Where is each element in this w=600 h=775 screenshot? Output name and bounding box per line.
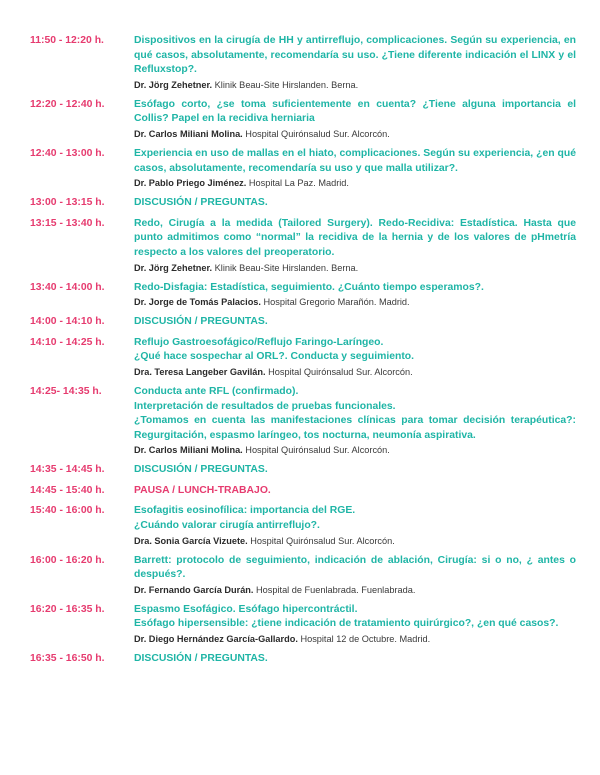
speaker-name: Dr. Fernando García Durán. <box>134 584 254 595</box>
session-time: 16:35 - 16:50 h. <box>30 653 105 665</box>
session-topic: ¿Qué hace sospechar al ORL?. Conducta y seguimiento. <box>134 351 415 363</box>
session-speaker <box>134 295 576 309</box>
session-topic: Experiencia en uso de mallas en el hiato, complicaciones. Según su experiencia, ¿en qué casos, absolutamente, recomendaría su uso y que malla utilizar?. <box>134 147 576 174</box>
session-time: 16:00 - 16:20 h. <box>30 554 105 566</box>
session-content <box>134 315 576 330</box>
speaker-name: Dra. Sonia García Vizuete. <box>134 535 248 546</box>
session-content <box>134 554 576 597</box>
session-speaker <box>134 261 576 275</box>
session-content <box>134 484 576 499</box>
session-time: 13:00 - 13:15 h. <box>30 197 105 209</box>
session-row <box>0 554 600 597</box>
session-time: 13:40 - 14:00 h. <box>30 281 105 293</box>
session-row <box>0 484 600 499</box>
session-content <box>134 652 576 667</box>
session-row <box>0 281 600 310</box>
speaker-affiliation: Klinik Beau-Site Hirslanden. Berna. <box>212 79 359 90</box>
session-time: 14:35 - 14:45 h. <box>30 464 105 476</box>
session-row <box>0 217 600 275</box>
session-topic: DISCUSIÓN / PREGUNTAS. <box>134 316 268 328</box>
session-content <box>134 504 576 547</box>
session-topic: Esófago corto, ¿se toma suficientemente en cuenta? ¿Tiene alguna importancia el Collis? Papel en la recidiva herniaria <box>134 98 576 125</box>
speaker-affiliation: Hospital de Fuenlabrada. Fuenlabrada. <box>253 584 416 595</box>
speaker-name: Dr. Jörg Zehetner. <box>134 262 213 273</box>
session-content <box>134 385 576 457</box>
speaker-affiliation: Hospital Quirónsalud Sur. Alcorcón. <box>247 535 395 546</box>
session-topic: Dispositivos en la cirugía de HH y antirreflujo, complicaciones. Según su experiencia, en qué casos, absolutamente, recomendaría su uso. ¿Tiene diferente indicación el LINX y el Refluxstop?. <box>134 35 576 76</box>
session-time: 13:15 - 13:40 h. <box>30 217 105 229</box>
session-time: 12:40 - 13:00 h. <box>30 147 105 159</box>
session-content <box>134 196 576 211</box>
session-row <box>0 336 600 379</box>
session-topic: Conducta ante RFL (confirmado). <box>134 385 299 397</box>
speaker-name: Dr. Jorge de Tomás Palacios. <box>134 297 261 308</box>
session-topic: ¿Tomamos en cuenta las manifestaciones clínicas para tomar decisión terapéutica?: Regurgitación, espasmo laríngeo, tos nocturna, neumonía aspirativa. <box>134 415 576 441</box>
session-topic: Espasmo Esofágico. Esófago hipercontráctil. <box>134 603 358 615</box>
session-time: 14:00 - 14:10 h. <box>30 316 105 328</box>
session-topic: Interpretación de resultados de pruebas funcionales. <box>134 400 396 412</box>
session-topic: PAUSA / LUNCH-TRABAJO. <box>134 484 271 496</box>
session-time: 15:40 - 16:00 h. <box>30 505 105 517</box>
session-content <box>134 147 576 190</box>
session-topic: Barrett: protocolo de seguimiento, indicación de ablación, Cirugía: si o no, ¿ antes o después?. <box>134 554 576 581</box>
session-speaker <box>134 632 576 646</box>
session-content <box>134 98 576 141</box>
session-row <box>0 504 600 547</box>
speaker-name: Dr. Jörg Zehetner. <box>134 79 213 90</box>
speaker-affiliation: Hospital 12 de Octubre. Madrid. <box>297 634 431 645</box>
session-row <box>0 34 600 92</box>
session-row <box>0 147 600 190</box>
session-speaker <box>134 365 576 379</box>
session-content <box>134 336 576 379</box>
session-speaker <box>134 534 576 548</box>
speaker-affiliation: Klinik Beau-Site Hirslanden. Berna. <box>212 262 359 273</box>
speaker-affiliation: Hospital La Paz. Madrid. <box>246 178 349 189</box>
session-speaker <box>134 127 576 141</box>
session-row <box>0 652 600 667</box>
session-topic: DISCUSIÓN / PREGUNTAS. <box>134 653 268 665</box>
session-time: 16:20 - 16:35 h. <box>30 603 105 615</box>
speaker-affiliation: Hospital Quirónsalud Sur. Alcorcón. <box>242 128 390 139</box>
speaker-affiliation: Hospital Quirónsalud Sur. Alcorcón. <box>242 445 390 456</box>
session-topic: Esofagitis eosinofílica: importancia del RGE. <box>134 505 356 517</box>
session-topic: Redo, Cirugía a la medida (Tailored Surgery). Redo-Recidiva: Estadística. Hasta que punto admitimos como “normal” la recidiva de la hernia y de los valores de pHmetría respecto a los valores del preoperatorio. <box>134 217 576 258</box>
session-row <box>0 385 600 457</box>
session-row <box>0 603 600 646</box>
speaker-name: Dr. Diego Hernández García-Gallardo. <box>134 634 298 645</box>
session-time: 11:50 - 12:20 h. <box>30 35 104 46</box>
session-row <box>0 315 600 330</box>
session-time: 14:25- 14:35 h. <box>30 385 102 397</box>
session-content <box>134 463 576 478</box>
session-content <box>134 281 576 310</box>
session-topic: Redo-Disfagia: Estadística, seguimiento. ¿Cuánto tiempo esperamos?. <box>134 281 484 293</box>
session-speaker <box>134 176 576 190</box>
session-content <box>134 217 576 275</box>
session-row <box>0 196 600 211</box>
session-row <box>0 463 600 478</box>
speaker-name: Dr. Carlos Miliani Molina. <box>134 445 243 456</box>
session-content <box>134 603 576 646</box>
session-row <box>0 98 600 141</box>
session-speaker <box>134 443 576 457</box>
session-topic: Esófago hipersensible: ¿tiene indicación de tratamiento quirúrgico?, ¿en qué casos?. <box>134 618 559 630</box>
session-topic: Reflujo Gastroesofágico/Reflujo Faringo-Laríngeo. <box>134 336 384 348</box>
session-speaker <box>134 583 576 597</box>
session-time: 14:45 - 15:40 h. <box>30 484 105 496</box>
session-topic: ¿Cuándo valorar cirugía antirreflujo?. <box>134 520 320 532</box>
speaker-name: Dr. Pablo Priego Jiménez. <box>134 178 247 189</box>
session-time: 12:20 - 12:40 h. <box>30 98 105 110</box>
session-content <box>134 34 576 92</box>
session-topic: DISCUSIÓN / PREGUNTAS. <box>134 197 268 209</box>
speaker-affiliation: Hospital Gregorio Marañón. Madrid. <box>260 297 410 308</box>
session-topic: DISCUSIÓN / PREGUNTAS. <box>134 464 268 476</box>
session-speaker <box>134 78 576 92</box>
session-time: 14:10 - 14:25 h. <box>30 336 105 348</box>
speaker-affiliation: Hospital Quirónsalud Sur. Alcorcón. <box>265 366 413 377</box>
speaker-name: Dr. Carlos Miliani Molina. <box>134 128 243 139</box>
speaker-name: Dra. Teresa Langeber Gavilán. <box>134 366 266 377</box>
